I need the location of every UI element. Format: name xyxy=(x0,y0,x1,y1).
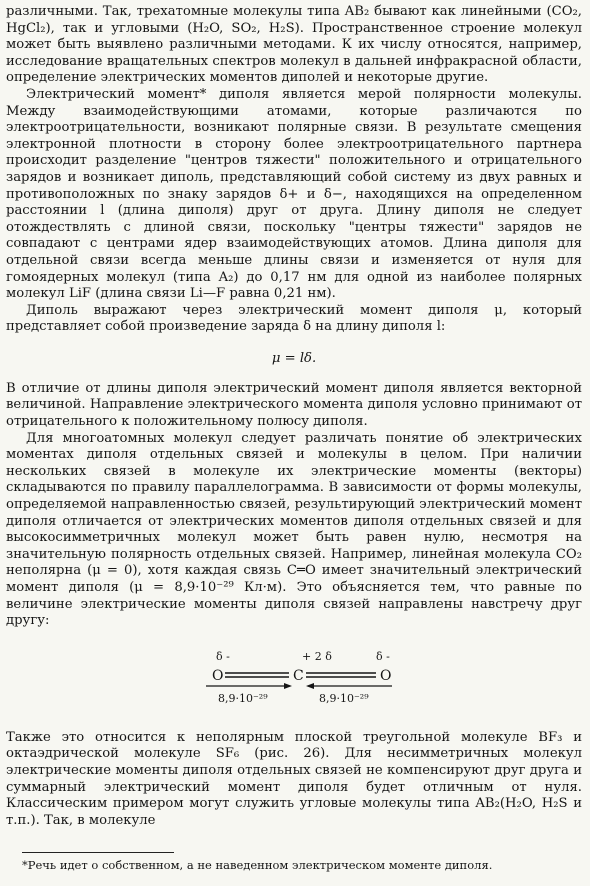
paragraph-nonpolar-examples: Также это относится к неполярным плоской треугольной молекуле BF₃ и октаэдрической молекуле SF₆ (рис. 26). Для несимметричных молекул электрические моменты диполя отдельных связей не компенсируют друг друга и суммарный электрический момент диполя будет отличным от нуля. Классическим примером могут служить угловые молекулы типа AB₂(H₂O, H₂S и т.п.). Так, в молекуле xyxy=(6,729,582,828)
co2-dipole-scheme xyxy=(6,638,582,726)
footnote: *Речь идет о собственном, а не наведенном электрическом моменте диполя. xyxy=(22,858,493,872)
carbon-atom: C xyxy=(293,667,304,684)
right-charge-label: δ - xyxy=(376,649,390,663)
left-charge-label: δ - xyxy=(216,649,230,663)
equation-dipole-moment: μ = lδ. xyxy=(271,350,317,366)
left-moment-value: 8,9·10⁻²⁹ xyxy=(218,691,268,705)
left-oxygen-atom: O xyxy=(212,667,224,684)
right-moment-value: 8,9·10⁻²⁹ xyxy=(319,691,369,705)
right-moment-arrowhead xyxy=(306,683,314,689)
paragraph-polyatomic: Для многоатомных молекул следует различать понятие об электрических моментах диполя отдельных связей и молекулы в целом. При наличии нескольких связей в молекуле их электрические моменты (векторы) складываются по правилу параллелограмма. В зависимости от формы молекулы, определяемой направленностью связей, результирующий электрический момент диполя отличается от электрических моментов диполя отдельных связей и для высокосимметричных молекул может быть равен нулю, несмотря на значительную полярность отдельных связей. Например, линейная молекула CO₂ неполярна (μ = 0), хотя каждая связь C═O имеет значительный электрический момент диполя (μ = 8,9·10⁻²⁹ Кл·м). Это объясняется тем, что равные по величине электрические моменты диполя связей направлены навстречу друг другу: xyxy=(6,430,582,629)
right-oxygen-atom: O xyxy=(380,667,392,684)
center-charge-label: + 2 δ xyxy=(302,649,332,663)
co2-dipole-diagram xyxy=(6,638,582,726)
left-moment-arrowhead xyxy=(284,683,292,689)
paragraph-dipole-moment: Электрический момент* диполя является мерой полярности молекулы. Между взаимодействующими атомами, которые различаются по электроотрицательности, возникают полярные связи. В результате смещения электронной плотности в сторону более электроотрицательного партнера происходит разделение "центров тяжести" положительного и отрицательного зарядов и возникает диполь, представляющий собой систему из двух равных и противоположных по знаку зарядов δ+ и δ−, находящихся на определенном расстоянии l (длина диполя) друг от друга. Длину диполя не следует отождествлять с длиной связи, поскольку "центры тяжести" зарядов не совпадают с центрами ядер взаимодействующих атомов. Длина диполя для отдельной связи всегда меньше длины связи и изменяется от нуля для гомоядерных молекул (типа A₂) до 0,17 нм для одной из наиболее полярных молекул LiF (длина связи Li—F равна 0,21 нм). xyxy=(6,86,582,302)
paragraph-vector-quantity: В отличие от длины диполя электрический момент диполя является векторной величиной. Направление электрического момента диполя условно принимают от отрицательного к положительному полюсу диполя. xyxy=(6,380,582,430)
footnote-divider xyxy=(22,852,174,853)
paragraph-structure-intro: различными. Так, трехатомные молекулы типа AB₂ бывают как линейными (CO₂, HgCl₂), так и угловыми (H₂O, SO₂, H₂S). Пространственное строение молекул может быть выявлено различными методами. К их числу относятся, например, исследование вращательных спектров молекул в дальней инфракрасной области, определение электрических моментов диполей и некоторые другие. xyxy=(6,4,582,86)
paragraph-dipole-definition: Диполь выражают через электрический момент диполя μ, который представляет собой произведение заряда δ на длину диполя l: xyxy=(6,302,582,335)
